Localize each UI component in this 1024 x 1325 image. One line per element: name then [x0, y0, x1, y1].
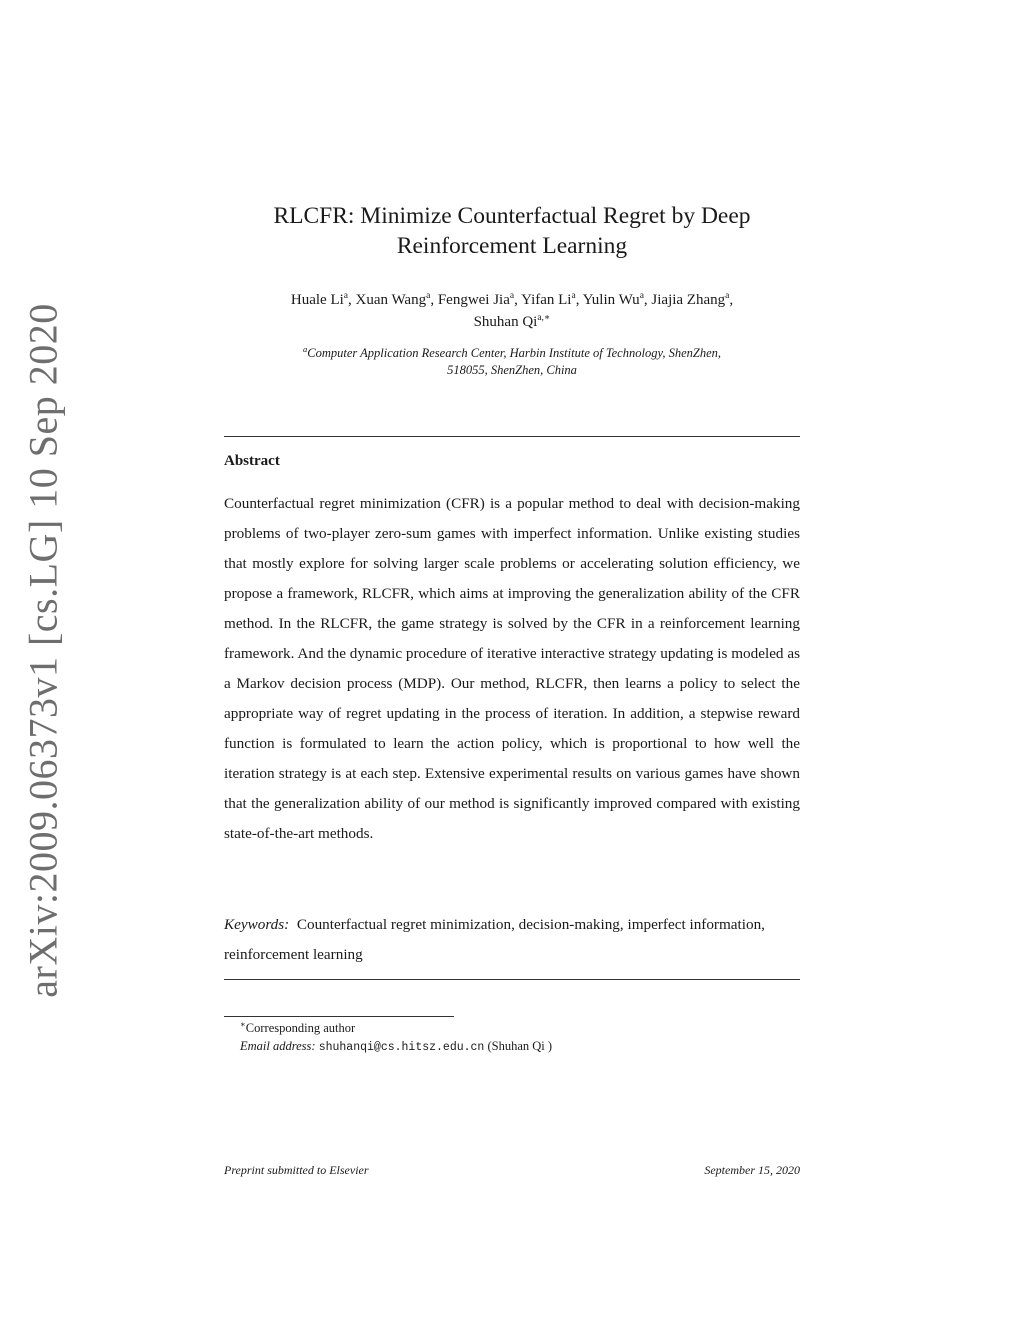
author-affiliation-mark: a	[725, 291, 730, 301]
keywords-label: Keywords:	[224, 916, 290, 933]
author-separator: ,	[514, 292, 522, 308]
email-owner: (Shuhan Qi )	[487, 1039, 553, 1053]
abstract-body: Counterfactual regret minimization (CFR) is a popular method to deal with decision-making problems of two-player zero-sum games with imperfect information. Unlike existing studies that mostly explore for solving larger scale problems or accelerating solution efficiency, we propose a framework, RLCFR, which aims at improving the generalization ability of the CFR method. In the RLCFR, the game strategy is solved by the CFR in a reinforcement learning framework. And the dynamic procedure of iterative interactive strategy updating is modeled as a Markov decision process (MDP). Our method, RLCFR, then learns a policy to select the appropriate way of regret updating in the process of iteration. In addition, a stepwise reward function is formulated to learn the action policy, which is proportional to how well the iteration strategy is at each step. Extensive experimental results on various games have shown that the generalization ability of our method is significantly improved compared with existing state-of-the-art methods.	[224, 495, 800, 842]
author-name: Shuhan Qi	[473, 314, 538, 330]
author-separator: ,	[643, 292, 652, 308]
arxiv-stamp	[8, 302, 78, 998]
keywords-text: Counterfactual regret minimization, decision-making, imperfect information, reinforcement learning	[224, 916, 765, 963]
author-affiliation-mark: a,∗	[537, 313, 551, 323]
author-list	[224, 289, 800, 333]
footnote	[240, 1019, 552, 1057]
author-affiliation-mark: a	[571, 291, 576, 301]
affiliation-mark: a	[303, 343, 308, 354]
author-name: Fengwei Jia	[437, 292, 510, 308]
paper-title: RLCFR: Minimize Counterfactual Regret by Deep Reinforcement Learning	[273, 203, 751, 259]
affiliation-line-1: Computer Application Research Center, Harbin Institute of Technology, ShenZhen,	[307, 346, 721, 360]
footer-date: September 15, 2020	[704, 1163, 800, 1177]
arxiv-id-text: arXiv:2009.06373v1 [cs.LG] 10 Sep 2020	[20, 302, 66, 998]
author-name: Yulin Wu	[582, 292, 640, 308]
affiliation	[224, 345, 800, 379]
author-name: Huale Li	[290, 292, 344, 308]
author-affiliation-mark: a	[509, 291, 515, 301]
author-name: Xuan Wang	[355, 292, 427, 308]
abstract-top-rule	[224, 436, 800, 437]
email-label: Email address:	[240, 1039, 316, 1053]
keywords	[224, 910, 800, 970]
author-name: Jiajia Zhang	[651, 292, 726, 308]
author-affiliation-mark: a	[639, 291, 644, 301]
author-separator: ,	[575, 292, 583, 308]
footnote-mark: ∗	[240, 1018, 246, 1029]
abstract-bottom-rule	[224, 979, 800, 980]
page-footer	[224, 1163, 800, 1178]
corresponding-author-note: Corresponding author	[245, 1021, 356, 1035]
email-address[interactable]: shuhanqi@cs.hitsz.edu.cn	[318, 1041, 485, 1054]
abstract-heading: Abstract	[224, 453, 280, 469]
author-affiliation-mark: a	[343, 291, 348, 301]
footnote-rule	[224, 1016, 454, 1017]
author-separator: ,	[729, 292, 734, 308]
footer-preprint-note: Preprint submitted to Elsevier	[224, 1163, 369, 1177]
author-separator: ,	[348, 292, 356, 308]
author-separator: ,	[430, 292, 438, 308]
author-name: Yifan Li	[521, 292, 572, 308]
affiliation-line-2: 518055, ShenZhen, China	[447, 363, 577, 377]
author-affiliation-mark: a	[426, 291, 431, 301]
